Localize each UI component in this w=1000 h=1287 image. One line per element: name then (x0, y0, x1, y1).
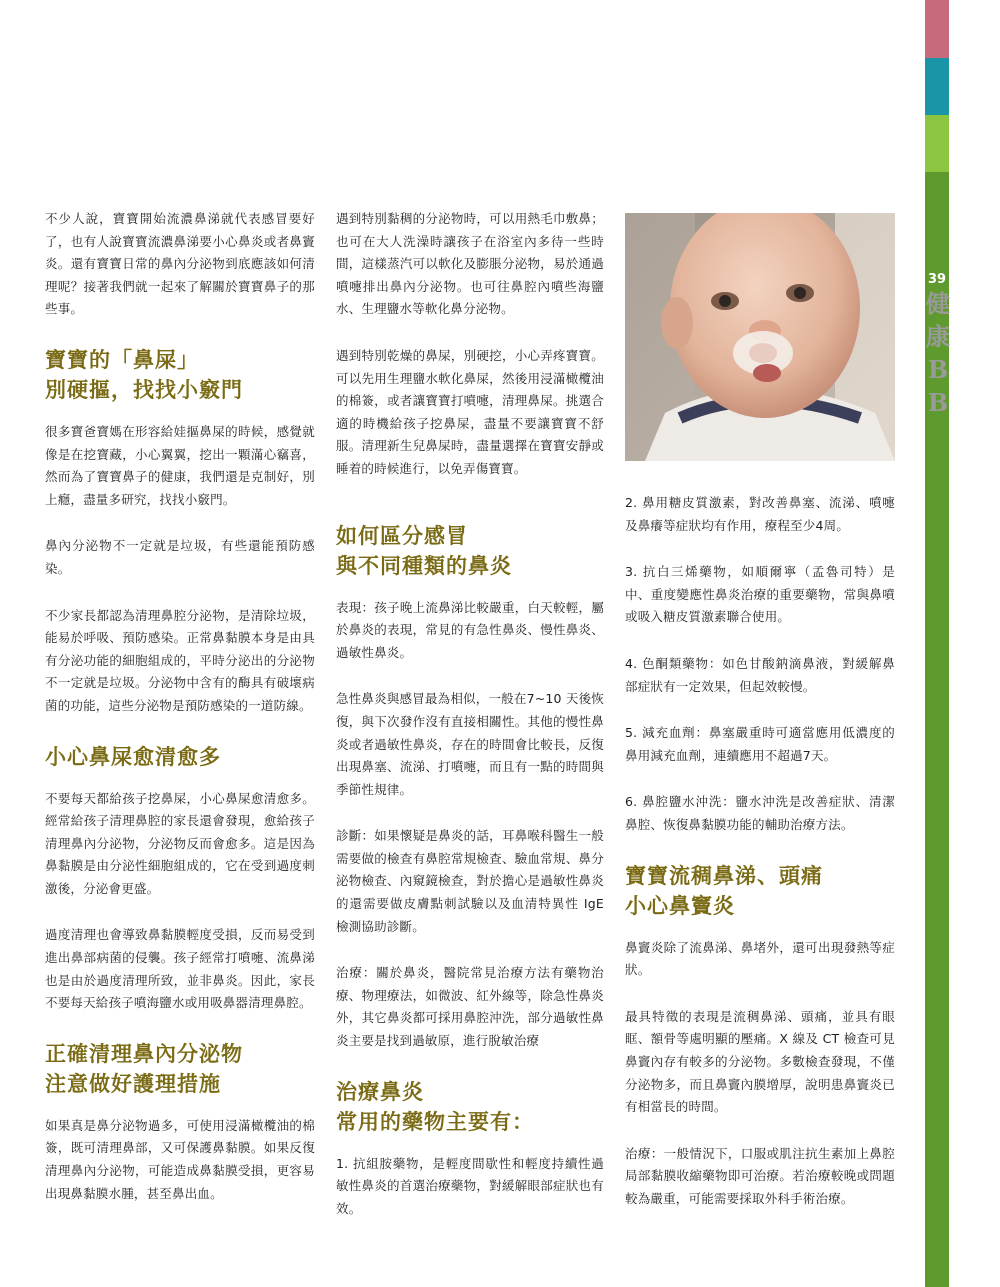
heading-line: 別硬摳，找找小竅門 (45, 377, 243, 402)
body-paragraph: 表現：孩子晚上流鼻涕比較嚴重，白天較輕，屬於鼻炎的表現，常見的有急性鼻炎、慢性鼻炎、過敏性鼻炎。 (336, 599, 604, 660)
color-tab-strip (925, 0, 949, 1287)
body-paragraph: 如果真是鼻分泌物過多，可使用浸滿橄欖油的棉簽，既可清理鼻部，又可保護鼻黏膜。如果反復清理鼻內分泌物，可能造成鼻黏膜受損，更容易出現鼻黏膜水腫，甚至鼻出血。 (45, 1117, 315, 1201)
article-column-1 (45, 208, 315, 1229)
heading-line: 小心鼻屎愈清愈多 (45, 744, 221, 769)
color-tab-teal (925, 58, 949, 115)
magazine-title-char: 健 (926, 289, 950, 318)
heading-line: 常用的藥物主要有： (336, 1109, 534, 1134)
page-number: 39 (928, 272, 947, 287)
magazine-title (924, 287, 952, 419)
section-heading (336, 1077, 604, 1137)
heading-line: 小心鼻竇炎 (625, 893, 735, 918)
article-column-2 (336, 208, 604, 1244)
magazine-title-char: 康 (926, 322, 950, 351)
body-paragraph: 很多寶爸寶媽在形容給娃摳鼻屎的時候，感覺就像是在挖寶藏，小心翼翼，挖出一顆滿心竊喜，然而為了寶寶鼻子的健康，我們還是克制好，別上癮，盡量多研究，找找小竅門。 (45, 423, 315, 507)
body-paragraph: 急性鼻炎與感冒最為相似，一般在7~10 天後恢復，與下次發作沒有直接相關性。其他的慢性鼻炎或者過敏性鼻炎，存在的時間會比較長，反復出現鼻塞、流涕、打噴嚏，而且有一點的時間與季節性規律。 (336, 691, 604, 797)
body-paragraph: 不少家長都認為清理鼻腔分泌物，是清除垃圾，能易於呼吸、預防感染。正常鼻黏膜本身是由具有分泌功能的細胞組成的，平時分泌出的分泌物不一定就是垃圾。分泌物中含有的酶具有破壞病菌的功能，這些分泌物是預防感染的一道防線。 (45, 607, 315, 713)
magazine-title-char: B (927, 388, 949, 417)
body-paragraph: 遇到特別乾燥的鼻屎，別硬挖，小心弄疼寶寶。可以先用生理鹽水軟化鼻屎，然後用浸滿橄欖油的棉簽，或者讓寶寶打噴嚏，清理鼻屎。挑選合適的時機給孩子挖鼻屎，盡量不要讓寶寶不舒服。清理新生兒鼻屎時，盡量選擇在寶寶安靜或睡着的時候進行，以免弄傷寶寶。 (336, 347, 604, 476)
section-heading (45, 345, 315, 405)
heading-line: 寶寶流稠鼻涕、頭痛 (625, 863, 823, 888)
color-tab-lightgreen (925, 115, 949, 172)
magazine-title-char: B (927, 355, 949, 384)
intro-paragraph: 不少人說，寶寶開始流濃鼻涕就代表感冒要好了，也有人說寶寶流濃鼻涕要小心鼻炎或者鼻竇炎。還有寶寶日常的鼻內分泌物到底應該如何清理呢？接著我們就一起來了解關於寶寶鼻子的那些事。 (45, 211, 315, 317)
body-paragraph: 過度清理也會導致鼻黏膜輕度受損，反而易受到進出鼻部病菌的侵襲。孩子經常打噴嚏、流鼻涕也是由於過度清理所致，並非鼻炎。因此，家長不要每天給孩子噴海鹽水或用吸鼻器清理鼻腔。 (45, 927, 315, 1011)
section-heading (336, 521, 604, 581)
body-paragraph: 6. 鼻腔鹽水沖洗：鹽水沖洗是改善症狀、清潔鼻腔、恢復鼻黏膜功能的輔助治療方法。 (625, 794, 895, 832)
section-heading (625, 861, 895, 921)
body-paragraph: 遇到特別黏稠的分泌物時，可以用熱毛巾敷鼻；也可在大人洗澡時讓孩子在浴室內多待一些時間，這樣蒸汽可以軟化及膨脹分泌物，易於通過噴嚏排出鼻內分泌物。也可往鼻腔內噴些海鹽水、生理鹽水等軟化鼻分泌物。 (336, 211, 604, 317)
article-column-3 (625, 492, 895, 1234)
heading-line: 治療鼻炎 (336, 1079, 424, 1104)
color-tab-pink (925, 0, 949, 58)
body-paragraph: 5. 減充血劑：鼻塞嚴重時可適當應用低濃度的鼻用減充血劑，連續應用不超過7天。 (625, 725, 895, 763)
body-paragraph: 4. 色酮類藥物：如色甘酸鈉滴鼻液，對緩解鼻部症狀有一定效果，但起效較慢。 (625, 655, 895, 694)
heading-line: 寶寶的「鼻屎」 (45, 347, 199, 372)
body-paragraph: 治療：一般情況下，口服或肌注抗生素加上鼻腔局部黏膜收縮藥物即可治療。若治療較晚或問題較為嚴重，可能需要採取外科手術治療。 (625, 1145, 895, 1206)
body-paragraph: 診斷：如果懷疑是鼻炎的話，耳鼻喉科醫生一般需要做的檢查有鼻腔常規檢查、驗血常規、鼻分泌物檢查、內窺鏡檢查，對於擔心是過敏性鼻炎的還需要做皮膚點刺試驗以及血清特異性 IgE 檢測協助診斷。 (336, 828, 604, 934)
section-heading (45, 1039, 315, 1099)
heading-line: 與不同種類的鼻炎 (336, 553, 512, 578)
heading-line: 正確清理鼻內分泌物 (45, 1041, 243, 1066)
body-paragraph: 鼻竇炎除了流鼻涕、鼻堵外，還可出現發熱等症狀。 (625, 939, 895, 978)
body-paragraph: 治療：關於鼻炎，醫院常見治療方法有藥物治療、物理療法，如微波、紅外線等，除急性鼻炎外，其它鼻炎都可採用鼻腔沖洗，部分過敏性鼻炎主要是找到過敏原，進行脫敏治療 (336, 965, 604, 1049)
body-paragraph: 鼻內分泌物不一定就是垃圾，有些還能預防感染。 (45, 538, 315, 576)
heading-line: 注意做好護理措施 (45, 1071, 221, 1096)
body-paragraph: 1. 抗組胺藥物，是輕度間歇性和輕度持續性過敏性鼻炎的首選治療藥物，對緩解眼部症狀也有效。 (336, 1155, 604, 1216)
body-paragraph: 2. 鼻用糖皮質激素，對改善鼻塞、流涕、噴嚏及鼻癢等症狀均有作用，療程至少4周。 (625, 495, 895, 533)
body-paragraph: 不要每天都給孩子挖鼻屎，小心鼻屎愈清愈多。經常給孩子清理鼻腔的家長還會發現，愈給孩子清理鼻內分泌物，分泌物反而會愈多。這是因為鼻黏膜是由分泌性細胞組成的，它在受到過度刺激後，分泌會更盛。 (45, 790, 315, 896)
baby-photo (625, 213, 895, 461)
section-heading (45, 742, 315, 772)
heading-line: 如何區分感冒 (336, 523, 468, 548)
baby-with-pacifier-icon (625, 213, 895, 461)
body-paragraph: 3. 抗白三烯藥物，如順爾寧（孟魯司特）是中、重度變應性鼻炎治療的重要藥物，常與鼻噴或吸入糖皮質激素聯合使用。 (625, 564, 895, 625)
body-paragraph: 最具特徵的表現是流稠鼻涕、頭痛，並具有眼眶、額骨等處明顯的壓痛。X 線及 CT 檢查可見鼻竇內存有較多的分泌物。多數檢查發現，不僅分泌物多，而且鼻竇內膜增厚，說明患鼻竇炎已有相當長的時間。 (625, 1008, 895, 1115)
